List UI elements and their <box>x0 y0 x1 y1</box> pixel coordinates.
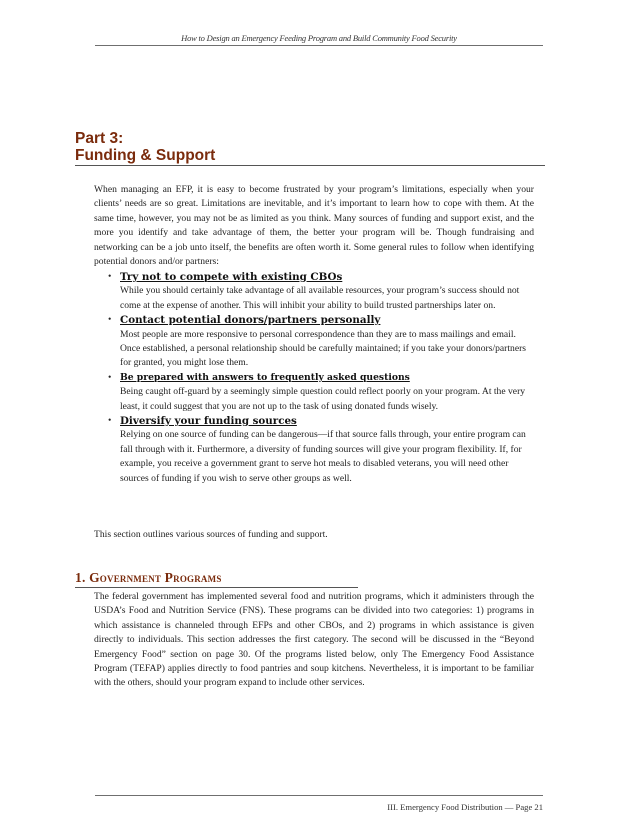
footer-rule <box>95 795 543 796</box>
outline-note: This section outlines various sources of funding and support. <box>94 529 328 540</box>
section-paragraph: The federal government has implemented several food and nutrition programs, which it administers through the USDA’s Food and Nutrition Service (FNS). These programs can be divided into two categories: 1) programs in which assistance is channeled through EFPs and other CBOs, and 2) programs in which assistance is given directly to individuals. This section addresses the first category. The second will be discussed in the “Beyond Emergency Food” section on page 30. Of the programs listed below, only The Emergency Food Assistance Program (TEFAP) applies directly to food pantries and soup kitchens. Nevertheless, it is important to be familiar with the others, should your program expand to include other services. <box>94 591 534 689</box>
section-number: 1. <box>75 570 86 585</box>
part-rule <box>75 165 545 166</box>
part-number: Part 3: <box>75 130 124 147</box>
rule-title: Try not to compete with existing CBOs <box>120 271 343 283</box>
running-header: How to Design an Emergency Feeding Program and Build Community Food Security <box>181 33 457 43</box>
part-heading <box>75 130 545 164</box>
list-item <box>108 270 528 313</box>
list-item <box>108 313 528 371</box>
rule-body: Being caught off-guard by a seemingly simple question could reflect poorly on your program. At the very least, it could suggest that you are not up to the task of using donated funds wisely. <box>120 386 526 412</box>
rule-title: Contact potential donors/partners personally <box>120 314 381 327</box>
section-heading <box>75 570 222 586</box>
rule-title: Diversify your funding sources <box>120 415 297 428</box>
bullet-icon: • <box>108 271 112 282</box>
rule-body: Most people are more responsive to personal correspondence than they are to mass mailings and email. Once established, a personal relationship should be carefully maintained; if you take your donors/partners for granted, you might lose them. <box>120 328 527 369</box>
section-rule <box>75 587 358 588</box>
list-item <box>108 371 528 414</box>
rules-list <box>108 270 528 486</box>
bullet-icon: • <box>108 415 112 427</box>
section-title: Government Programs <box>89 570 222 585</box>
bullet-icon: • <box>108 371 112 383</box>
page-footer: III. Emergency Food Distribution — Page 21 <box>387 802 543 812</box>
part-title: Funding & Support <box>75 147 216 164</box>
rule-body: Relying on one source of funding can be dangerous—if that source falls through, your entire program can fall through with it. Furthermore, a diversity of funding sources will give your program flexibility. If, for example, you receive a government grant to serve hot meals to disabled veterans, you will need other sources of funding if you wish to serve other groups as well. <box>120 429 526 484</box>
intro-paragraph: When managing an EFP, it is easy to become frustrated by your program’s limitations, especially when your clients’ needs are so great. Limitations are inevitable, and it’s important to learn how to cope with them. At the same time, however, you may not be as limited as you think. Many sources of funding and support exist, and the more you identify and take advantage of them, the better your program will be. Though fundraising and networking can be a job unto itself, the benefits are often worth it. Some general rules to follow when identifying potential donors and/or partners: <box>94 184 534 268</box>
header-rule <box>95 45 543 46</box>
rule-title: Be prepared with answers to frequently asked questions <box>120 371 410 383</box>
list-item <box>108 414 528 486</box>
rule-body: While you should certainly take advantage of all available resources, your program’s success should not come at the expense of another. This will inhibit your ability to build trusted partnerships later on. <box>120 285 520 311</box>
bullet-icon: • <box>108 314 112 326</box>
